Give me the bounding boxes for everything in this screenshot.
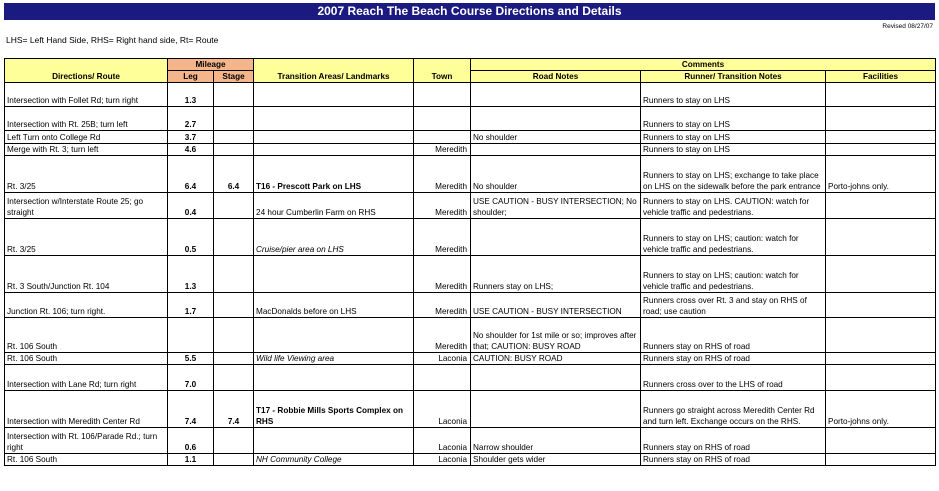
cell-runner-notes: Runners stay on RHS of road xyxy=(641,353,826,365)
table-row xyxy=(5,454,936,466)
cell-town xyxy=(414,365,471,391)
cell-facilities xyxy=(826,428,936,454)
cell-runner-notes: Runners cross over to the LHS of road xyxy=(641,365,826,391)
cell-transition xyxy=(254,83,414,107)
cell-facilities xyxy=(826,365,936,391)
cell-town: Meredith xyxy=(414,256,471,293)
table-row xyxy=(5,318,936,353)
cell-directions: Rt. 106 South xyxy=(5,353,168,365)
header-leg: Leg xyxy=(168,71,214,83)
cell-transition: MacDonalds before on LHS xyxy=(254,293,414,318)
cell-road-notes: No shoulder xyxy=(471,156,641,193)
table-row xyxy=(5,219,936,256)
cell-town: Meredith xyxy=(414,318,471,353)
table-row xyxy=(5,156,936,193)
cell-leg: 1.1 xyxy=(168,454,214,466)
cell-town: Meredith xyxy=(414,156,471,193)
header-stage: Stage xyxy=(214,71,254,83)
table-body xyxy=(5,83,936,466)
cell-directions: Intersection with Lane Rd; turn right xyxy=(5,365,168,391)
cell-runner-notes: Runners to stay on LHS xyxy=(641,144,826,156)
cell-facilities xyxy=(826,144,936,156)
cell-leg xyxy=(168,318,214,353)
cell-stage: 7.4 xyxy=(214,391,254,428)
cell-runner-notes: Runners stay on RHS of road xyxy=(641,318,826,353)
abbreviation-legend: LHS= Left Hand Side, RHS= Right hand side, Rt= Route xyxy=(6,35,219,45)
cell-leg: 7.0 xyxy=(168,365,214,391)
cell-directions: Intersection w/Interstate Route 25; go straight xyxy=(5,193,168,219)
cell-leg: 1.7 xyxy=(168,293,214,318)
cell-town: Laconia xyxy=(414,454,471,466)
cell-road-notes xyxy=(471,107,641,131)
cell-town: Meredith xyxy=(414,219,471,256)
header-comments: Comments xyxy=(471,59,936,71)
header-road-notes: Road Notes xyxy=(471,71,641,83)
cell-stage xyxy=(214,83,254,107)
cell-transition: T16 - Prescott Park on LHS xyxy=(254,156,414,193)
cell-leg: 1.3 xyxy=(168,256,214,293)
cell-leg: 0.6 xyxy=(168,428,214,454)
cell-stage xyxy=(214,365,254,391)
cell-transition xyxy=(254,428,414,454)
cell-directions: Intersection with Follet Rd; turn right xyxy=(5,83,168,107)
cell-transition: Wild life Viewing area xyxy=(254,353,414,365)
cell-road-notes: No shoulder xyxy=(471,131,641,144)
page-title: 2007 Reach The Beach Course Directions and Details xyxy=(4,3,935,20)
cell-stage xyxy=(214,293,254,318)
cell-transition: NH Community College xyxy=(254,454,414,466)
cell-town xyxy=(414,107,471,131)
cell-facilities xyxy=(826,256,936,293)
table-row xyxy=(5,193,936,219)
cell-road-notes: USE CAUTION - BUSY INTERSECTION; No shoulder; xyxy=(471,193,641,219)
cell-runner-notes: Runners cross over Rt. 3 and stay on RHS of road; use caution xyxy=(641,293,826,318)
cell-transition xyxy=(254,318,414,353)
cell-runner-notes: Runners to stay on LHS; caution: watch for vehicle traffic and pedestrians. xyxy=(641,219,826,256)
cell-runner-notes: Runners stay on RHS of road xyxy=(641,428,826,454)
cell-transition: Cruise/pier area on LHS xyxy=(254,219,414,256)
cell-leg: 3.7 xyxy=(168,131,214,144)
cell-road-notes: Runners stay on LHS; xyxy=(471,256,641,293)
cell-town: Meredith xyxy=(414,293,471,318)
cell-stage xyxy=(214,428,254,454)
cell-road-notes xyxy=(471,391,641,428)
cell-facilities xyxy=(826,193,936,219)
cell-road-notes xyxy=(471,365,641,391)
cell-directions: Intersection with Rt. 25B; turn left xyxy=(5,107,168,131)
cell-facilities xyxy=(826,353,936,365)
cell-town xyxy=(414,131,471,144)
cell-directions: Rt. 106 South xyxy=(5,318,168,353)
cell-transition xyxy=(254,365,414,391)
table-row xyxy=(5,293,936,318)
cell-road-notes: Shoulder gets wider xyxy=(471,454,641,466)
cell-facilities xyxy=(826,83,936,107)
cell-transition xyxy=(254,144,414,156)
header-directions: Directions/ Route xyxy=(5,59,168,83)
cell-facilities xyxy=(826,219,936,256)
cell-transition xyxy=(254,131,414,144)
course-directions-table xyxy=(4,58,936,466)
table-row xyxy=(5,144,936,156)
cell-road-notes: No shoulder for 1st mile or so; improves after that; CAUTION: BUSY ROAD xyxy=(471,318,641,353)
cell-transition: T17 - Robbie Mills Sports Complex on RHS xyxy=(254,391,414,428)
cell-stage xyxy=(214,353,254,365)
cell-transition: 24 hour Cumberlin Farm on RHS xyxy=(254,193,414,219)
cell-runner-notes: Runners to stay on LHS xyxy=(641,131,826,144)
cell-stage xyxy=(214,193,254,219)
cell-transition xyxy=(254,107,414,131)
cell-directions: Rt. 3/25 xyxy=(5,219,168,256)
cell-stage: 6.4 xyxy=(214,156,254,193)
cell-road-notes: Narrow shoulder xyxy=(471,428,641,454)
cell-runner-notes: Runners to stay on LHS xyxy=(641,107,826,131)
header-facilities: Facilities xyxy=(826,71,936,83)
cell-road-notes xyxy=(471,144,641,156)
header-mileage: Mileage xyxy=(168,59,254,71)
cell-directions: Left Turn onto College Rd xyxy=(5,131,168,144)
cell-leg: 2.7 xyxy=(168,107,214,131)
cell-runner-notes: Runners to stay on LHS; caution: watch for vehicle traffic and pedestrians. xyxy=(641,256,826,293)
table-row xyxy=(5,83,936,107)
cell-directions: Rt. 106 South xyxy=(5,454,168,466)
cell-runner-notes: Runners to stay on LHS. CAUTION: watch for vehicle traffic and pedestrians. xyxy=(641,193,826,219)
table-row xyxy=(5,391,936,428)
cell-stage xyxy=(214,318,254,353)
cell-leg: 6.4 xyxy=(168,156,214,193)
cell-facilities xyxy=(826,293,936,318)
cell-town: Laconia xyxy=(414,353,471,365)
cell-stage xyxy=(214,131,254,144)
cell-leg: 4.6 xyxy=(168,144,214,156)
cell-town: Meredith xyxy=(414,193,471,219)
cell-stage xyxy=(214,256,254,293)
cell-transition xyxy=(254,256,414,293)
cell-directions: Intersection with Meredith Center Rd xyxy=(5,391,168,428)
cell-facilities xyxy=(826,318,936,353)
cell-leg: 5.5 xyxy=(168,353,214,365)
cell-stage xyxy=(214,107,254,131)
cell-runner-notes: Runners go straight across Meredith Center Rd and turn left. Exchange occurs on the RHS. xyxy=(641,391,826,428)
cell-road-notes xyxy=(471,219,641,256)
cell-road-notes: USE CAUTION - BUSY INTERSECTION xyxy=(471,293,641,318)
cell-directions: Rt. 3/25 xyxy=(5,156,168,193)
cell-leg: 0.4 xyxy=(168,193,214,219)
cell-leg: 0.5 xyxy=(168,219,214,256)
cell-directions: Merge with Rt. 3; turn left xyxy=(5,144,168,156)
cell-leg: 1.3 xyxy=(168,83,214,107)
cell-directions: Rt. 3 South/Junction Rt. 104 xyxy=(5,256,168,293)
cell-leg: 7.4 xyxy=(168,391,214,428)
cell-stage xyxy=(214,144,254,156)
cell-facilities: Porto-johns only. xyxy=(826,156,936,193)
revised-date: Revised 08/27/07 xyxy=(882,23,933,30)
header-runner-notes: Runner/ Transition Notes xyxy=(641,71,826,83)
cell-road-notes: CAUTION: BUSY ROAD xyxy=(471,353,641,365)
header-town: Town xyxy=(414,59,471,83)
table-row xyxy=(5,131,936,144)
cell-town xyxy=(414,83,471,107)
cell-facilities xyxy=(826,131,936,144)
cell-directions: Intersection with Rt. 106/Parade Rd.; turn right xyxy=(5,428,168,454)
cell-stage xyxy=(214,219,254,256)
table-row xyxy=(5,256,936,293)
cell-runner-notes: Runners to stay on LHS xyxy=(641,83,826,107)
cell-facilities xyxy=(826,107,936,131)
cell-runner-notes: Runners to stay on LHS; exchange to take place on LHS on the sidewalk before the park entrance xyxy=(641,156,826,193)
table-row xyxy=(5,365,936,391)
cell-facilities: Porto-johns only. xyxy=(826,391,936,428)
table-row xyxy=(5,107,936,131)
cell-directions: Junction Rt. 106; turn right. xyxy=(5,293,168,318)
cell-road-notes xyxy=(471,83,641,107)
table-row xyxy=(5,428,936,454)
cell-town: Laconia xyxy=(414,428,471,454)
cell-town: Laconia xyxy=(414,391,471,428)
table-row xyxy=(5,353,936,365)
cell-facilities xyxy=(826,454,936,466)
header-transition: Transition Areas/ Landmarks xyxy=(254,59,414,83)
cell-town: Meredith xyxy=(414,144,471,156)
cell-stage xyxy=(214,454,254,466)
cell-runner-notes: Runners stay on RHS of road xyxy=(641,454,826,466)
